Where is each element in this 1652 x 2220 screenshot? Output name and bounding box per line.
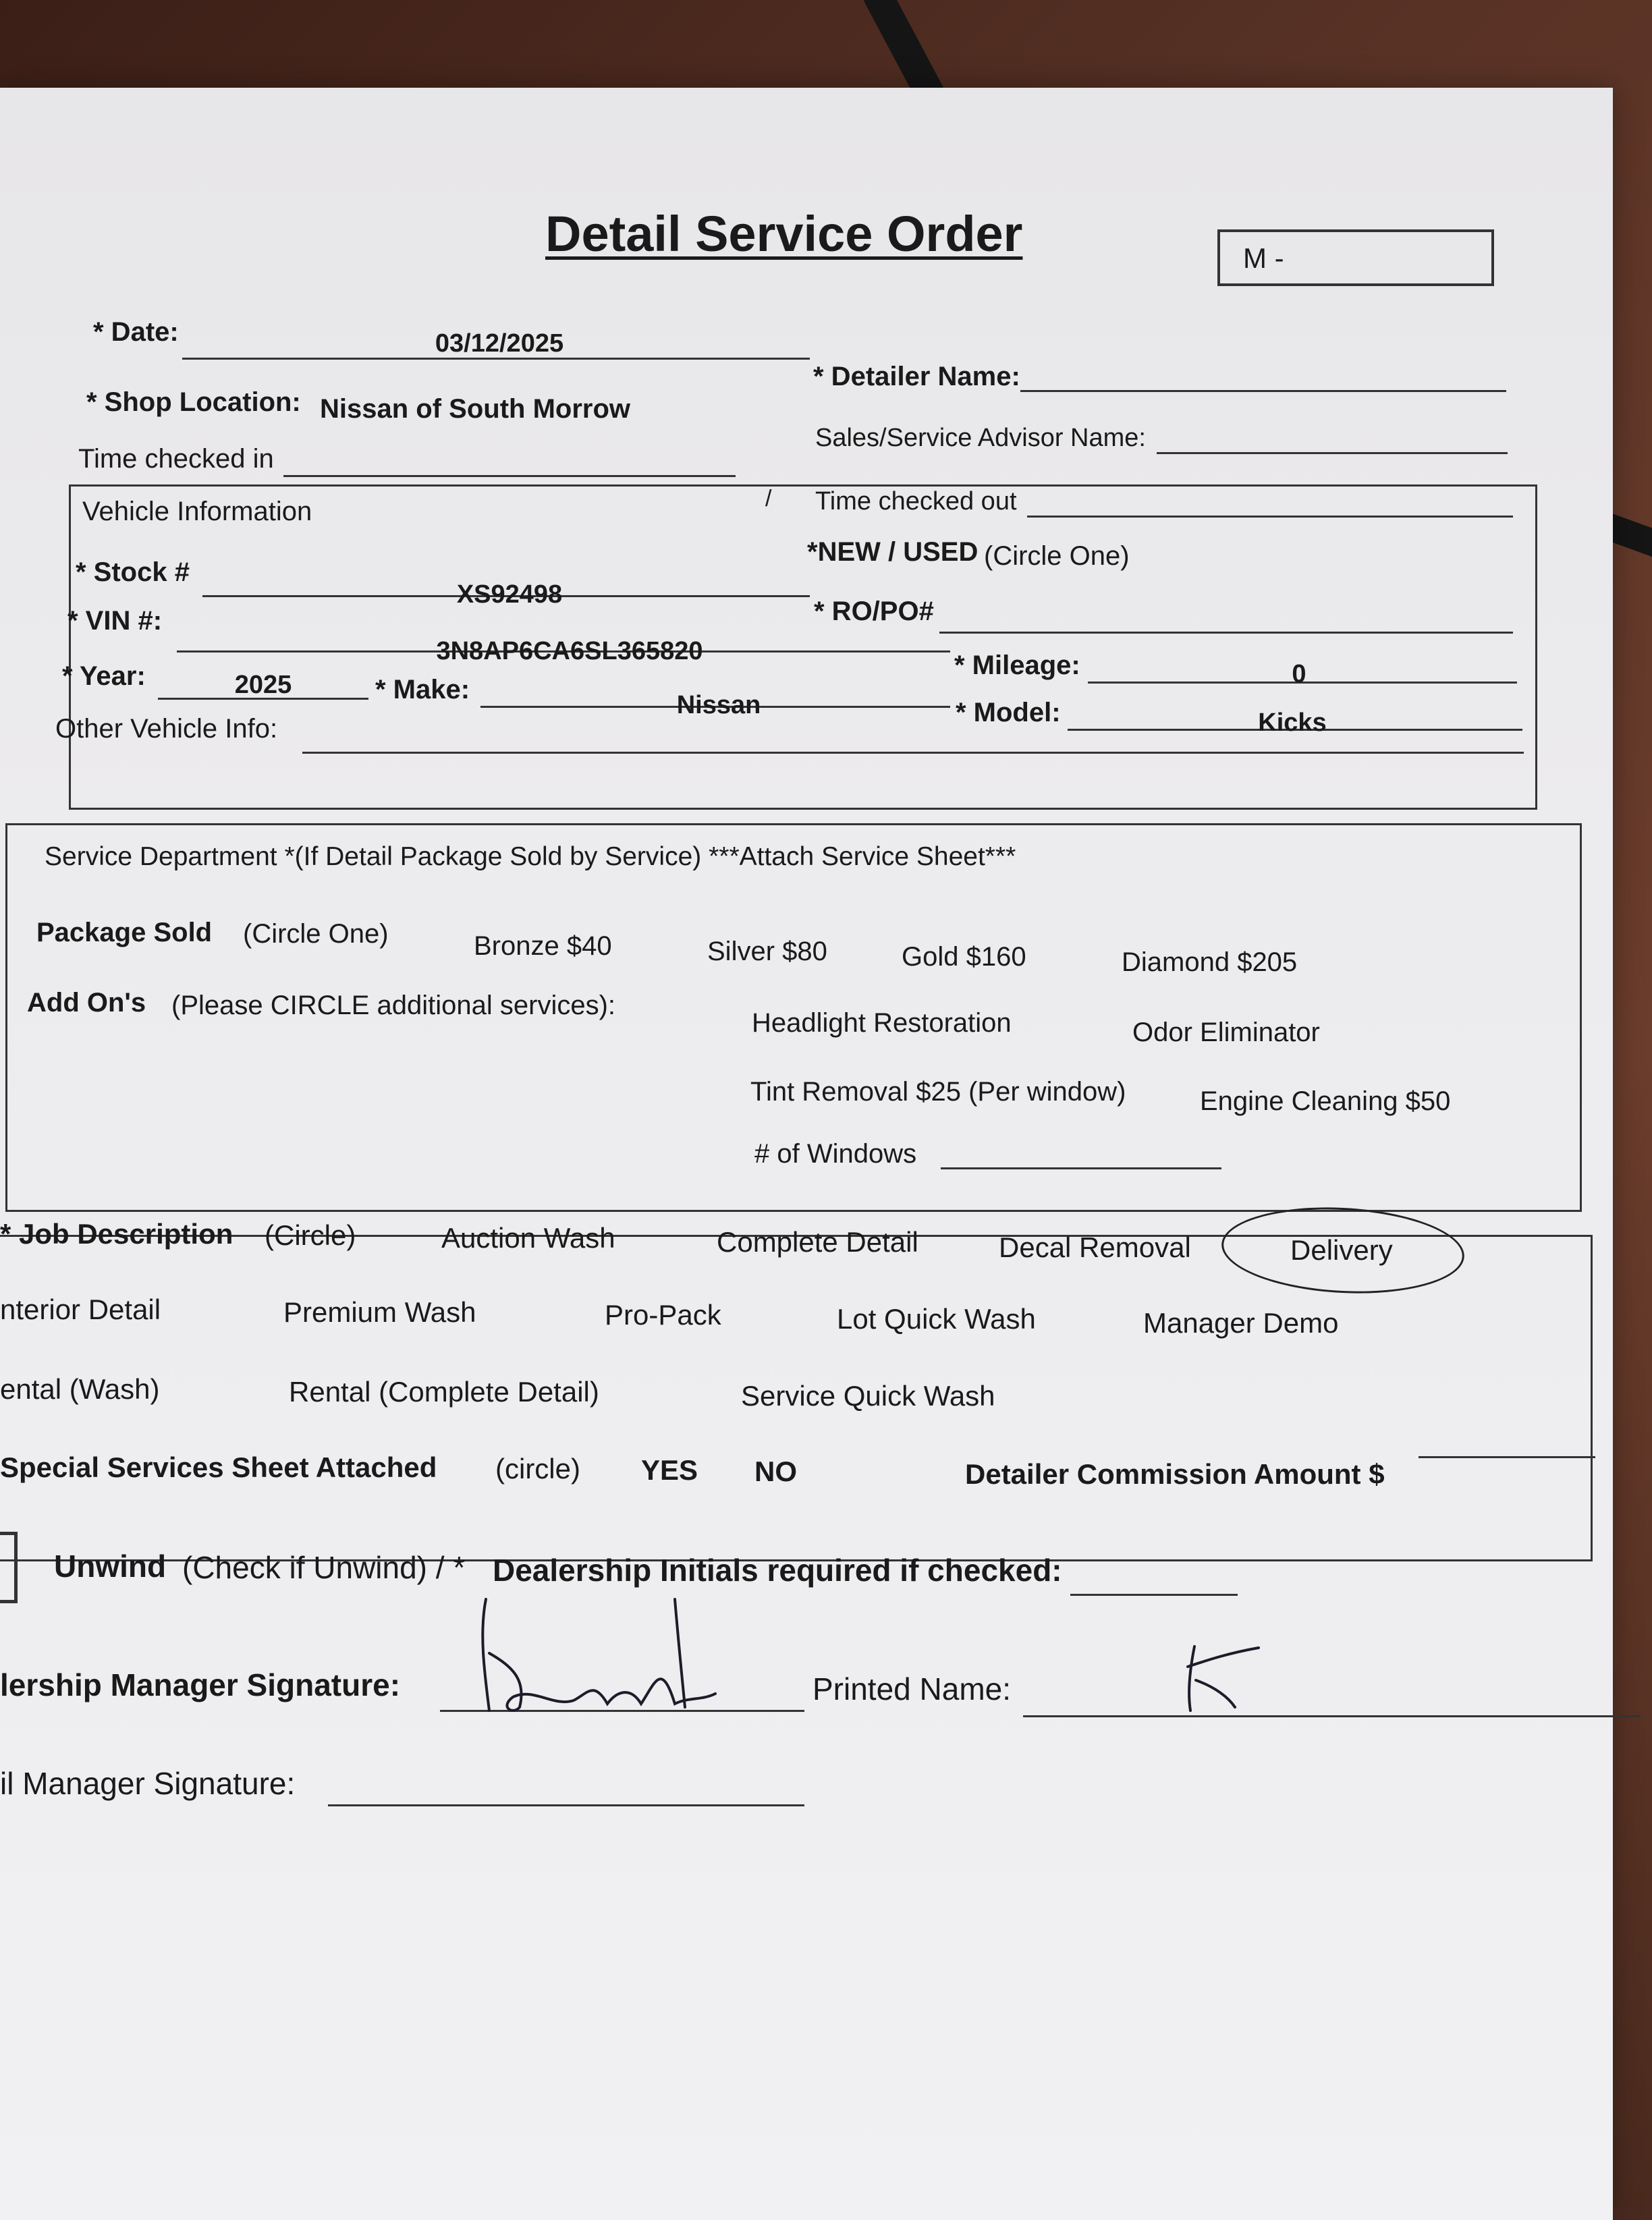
shop-location-label: * Shop Location: bbox=[86, 387, 301, 417]
make-value: Nissan bbox=[676, 691, 761, 719]
job-auction-wash[interactable]: Auction Wash bbox=[441, 1222, 615, 1254]
job-complete-detail[interactable]: Complete Detail bbox=[717, 1226, 918, 1258]
package-sold-hint: (Circle One) bbox=[243, 919, 389, 949]
commission-amount-label: Detailer Commission Amount $ bbox=[965, 1458, 1385, 1490]
special-services-label: Special Services Sheet Attached bbox=[0, 1451, 437, 1483]
slash: / bbox=[765, 486, 772, 511]
job-interior-detail[interactable]: nterior Detail bbox=[0, 1294, 161, 1325]
date-label: * Date: bbox=[93, 317, 179, 347]
unwind-checkbox[interactable] bbox=[0, 1532, 18, 1603]
addon-odor-eliminator[interactable]: Odor Eliminator bbox=[1132, 1018, 1320, 1047]
vin-label: * VIN #: bbox=[67, 606, 163, 636]
addon-tint-removal[interactable]: Tint Removal $25 (Per window) bbox=[750, 1077, 1126, 1107]
special-services-yes[interactable]: YES bbox=[641, 1454, 698, 1486]
special-services-hint: (circle) bbox=[495, 1453, 580, 1484]
unwind-hint: (Check if Unwind) / * bbox=[182, 1550, 466, 1585]
detail-manager-signature-line[interactable] bbox=[328, 1804, 804, 1806]
date-line[interactable] bbox=[182, 358, 810, 360]
service-order-sheet bbox=[0, 88, 1613, 2220]
advisor-name-label: Sales/Service Advisor Name: bbox=[815, 424, 1146, 452]
stock-label: * Stock # bbox=[76, 557, 190, 587]
date-value: 03/12/2025 bbox=[435, 329, 564, 358]
printed-name-label: Printed Name: bbox=[813, 1671, 1012, 1706]
detailer-name-line[interactable] bbox=[1020, 390, 1506, 392]
vehicle-info-section bbox=[69, 484, 1537, 810]
ro-po-label: * RO/PO# bbox=[814, 596, 934, 626]
commission-amount-line[interactable] bbox=[1419, 1456, 1595, 1458]
new-used-label: *NEW / USED bbox=[807, 537, 979, 567]
dealership-manager-signature-label: lership Manager Signature: bbox=[0, 1667, 401, 1702]
windows-count-line[interactable] bbox=[941, 1167, 1221, 1169]
printed-name-initial bbox=[1174, 1640, 1269, 1714]
time-in-line[interactable] bbox=[283, 475, 736, 477]
package-gold[interactable]: Gold $160 bbox=[902, 942, 1026, 972]
vehicle-info-heading: Vehicle Information bbox=[82, 497, 312, 526]
ro-po-line[interactable] bbox=[939, 632, 1513, 634]
time-out-label: Time checked out bbox=[815, 487, 1017, 516]
job-description-label: * Job Description bbox=[0, 1218, 233, 1250]
job-decal-removal[interactable]: Decal Removal bbox=[999, 1231, 1191, 1263]
mileage-value: 0 bbox=[1292, 660, 1306, 688]
year-value: 2025 bbox=[234, 671, 292, 699]
add-ons-label: Add On's bbox=[27, 988, 146, 1018]
other-vehicle-info-label: Other Vehicle Info: bbox=[55, 714, 278, 744]
detailer-name-label: * Detailer Name: bbox=[813, 362, 1020, 391]
vin-value: 3N8AP6CA6SL365820 bbox=[436, 637, 703, 665]
package-sold-label: Package Sold bbox=[36, 918, 213, 947]
job-manager-demo[interactable]: Manager Demo bbox=[1143, 1307, 1339, 1339]
package-bronze[interactable]: Bronze $40 bbox=[474, 931, 612, 961]
order-number-prefix: M - bbox=[1243, 242, 1284, 274]
other-vehicle-info-line[interactable] bbox=[302, 752, 1524, 754]
page-title: Detail Service Order bbox=[545, 206, 1023, 262]
addon-headlight-restoration[interactable]: Headlight Restoration bbox=[752, 1008, 1012, 1038]
year-label: * Year: bbox=[62, 661, 146, 691]
new-used-hint: (Circle One) bbox=[984, 541, 1130, 571]
job-rental-wash[interactable]: ental (Wash) bbox=[0, 1373, 160, 1405]
package-diamond[interactable]: Diamond $205 bbox=[1122, 947, 1298, 977]
add-ons-hint: (Please CIRCLE additional services): bbox=[171, 991, 616, 1020]
special-services-no[interactable]: NO bbox=[754, 1455, 797, 1487]
job-rental-complete-detail[interactable]: Rental (Complete Detail) bbox=[289, 1376, 599, 1408]
windows-count-label: # of Windows bbox=[754, 1139, 917, 1169]
model-value: Kicks bbox=[1258, 709, 1327, 737]
stock-value: XS92498 bbox=[456, 580, 563, 609]
printed-name-line[interactable] bbox=[1023, 1715, 1640, 1717]
job-premium-wash[interactable]: Premium Wash bbox=[283, 1296, 476, 1328]
time-in-label: Time checked in bbox=[78, 444, 274, 474]
job-service-quick-wash[interactable]: Service Quick Wash bbox=[741, 1380, 995, 1412]
dealership-initials-line[interactable] bbox=[1070, 1594, 1238, 1596]
shop-location-value: Nissan of South Morrow bbox=[320, 394, 630, 424]
detail-manager-signature-label: il Manager Signature: bbox=[0, 1766, 296, 1801]
addon-engine-cleaning[interactable]: Engine Cleaning $50 bbox=[1200, 1086, 1451, 1116]
unwind-label: Unwind bbox=[54, 1549, 167, 1584]
job-lot-quick-wash[interactable]: Lot Quick Wash bbox=[837, 1303, 1036, 1335]
make-label: * Make: bbox=[375, 675, 470, 704]
job-delivery[interactable]: Delivery bbox=[1290, 1234, 1393, 1266]
dealership-initials-label: Dealership Initials required if checked: bbox=[493, 1553, 1062, 1588]
service-department-heading: Service Department *(If Detail Package Sold by Service) ***Attach Service Sheet*** bbox=[45, 842, 1016, 871]
job-description-hint: (Circle) bbox=[265, 1219, 356, 1251]
model-label: * Model: bbox=[956, 698, 1061, 727]
advisor-name-line[interactable] bbox=[1157, 452, 1508, 454]
manager-signature bbox=[472, 1572, 742, 1721]
mileage-label: * Mileage: bbox=[954, 650, 1080, 680]
package-silver[interactable]: Silver $80 bbox=[707, 937, 827, 966]
job-pro-pack[interactable]: Pro-Pack bbox=[605, 1299, 721, 1331]
